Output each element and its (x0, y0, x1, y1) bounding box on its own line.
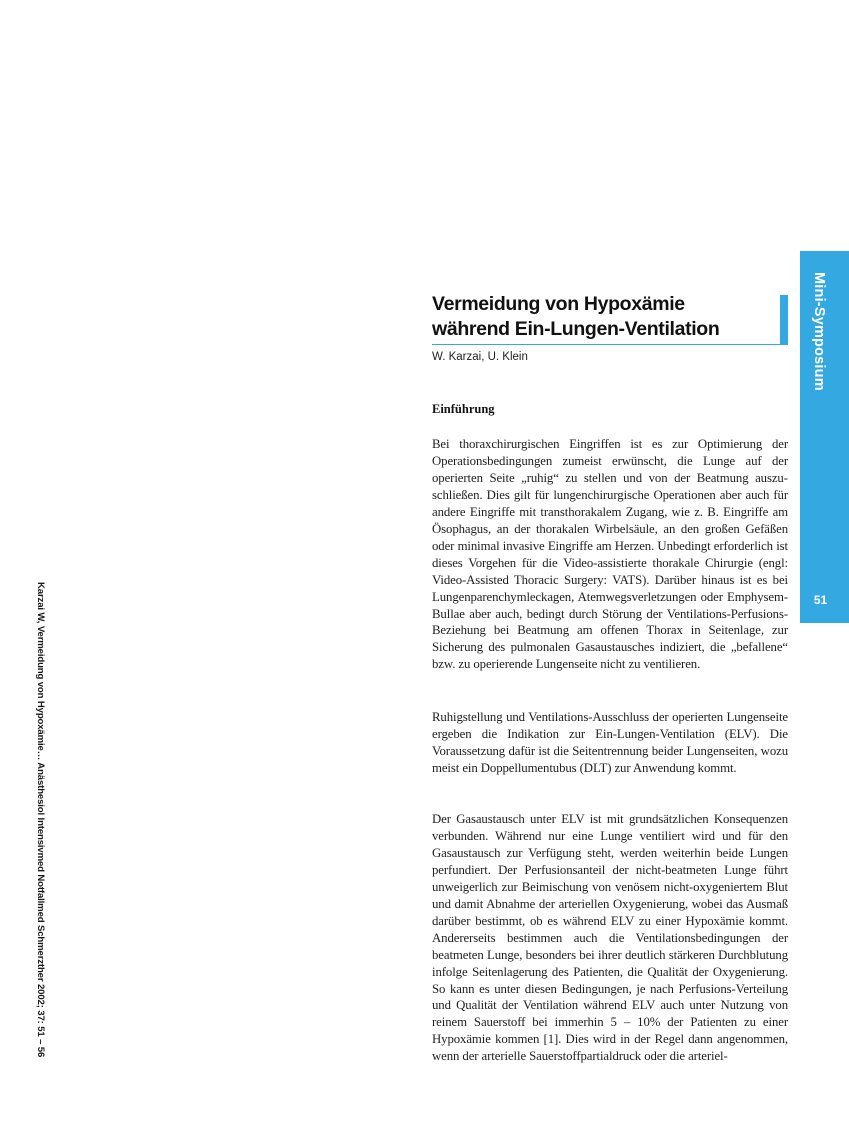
title-line-2: während Ein-Lungen-Ventilation (432, 318, 720, 340)
page-number: 51 (813, 593, 828, 607)
body-paragraph-2: Ruhigstellung und Ventilations-Ausschluss der operierten Lungenseite ergeben die Indikation zur Ein-Lungen-Ventilation (ELV). Die Voraussetzung dafür ist die Seitentrennung beider Lungenseiten, wozu meist ein Doppellumentubus (DLT) zur Anwendung kommt. (432, 710, 788, 775)
article-authors: W. Karzai, U. Klein (432, 351, 528, 363)
citation-line: Karzai W, Vermeidung von Hypoxämie… Anästhesiol Intensivmed Notfallmed Schmerzther 2002; 37: 51 – 56 (35, 582, 46, 1058)
section-label: Mini-Symposium (811, 272, 827, 391)
body-paragraph-1: Bei thoraxchirurgischen Eingriffen ist es zur Optimierung der Operationsbedingungen zumeist erwünscht, die Lunge auf der operierten Seite „ruhig“ zu stellen und von der Beatmung auszuschließen. Dies gilt für lungenchirurgische Operationen aber auch für andere Eingriffe mit transthorakalem Zugang, wie z. B. Eingriffe am Ösophagus, an der thorakalen Wirbelsäule, an den großen Gefäßen oder minimal invasive Eingriffe am Herzen. Unbedingt erforderlich ist dieses Vorgehen für die Video-assistierte thorakale Chirurgie (engl: Video-Assisted Thoracic Surgery: VATS). Darüber hinaus ist es bei Lungenparenchymleckagen, Atemwegsverletzungen oder Emphysem-Bullae aber auch, bedingt durch Störung der Ventilations-Perfusions-Beziehung bei Beatmung am offenen Thorax in Seitenlage, zur Sicherung des pulmonalen Gasaustausches indiziert, die „befallene“ bzw. zu operierende Lungenseite nicht zu ventilieren. (432, 437, 788, 672)
title-divider (432, 344, 788, 345)
body-paragraph-3: Der Gasaustausch unter ELV ist mit grundsätzlichen Konsequenzen verbunden. Während nur eine Lunge ventiliert wird und für den Gasaustausch zur Verfügung steht, werden weiterhin beide Lungen perfundiert. Der Perfusionsanteil der nicht-beatmeten Lunge führt unweigerlich zur Beimischung von venösem nicht-oxygeniertem Blut und damit Abnahme der arteriellen Oxygenierung, wobei das Ausmaß darüber bestimmt, ob es während ELV zu einer Hypoxämie kommt. Andererseits bestimmen auch die Ventilationsbedingungen der beatmeten Lunge, besonders bei ihrer deutlich stärkeren Durchblutung infolge Seitenlagerung des Patienten, die Qualität der Oxygenierung. So kann es unter diesen Bedingungen, je nach Perfusions-Verteilung und Qualität der Ventilation während ELV auch unter Nutzung von reinem Sauerstoff bei immerhin 5 – 10% der Patienten zu einer Hypoxämie kommen [1]. Dies wird in der Regel dann angenommen, wenn der arterielle Sauerstoffpartialdruck oder die arteriel- (432, 812, 788, 1064)
section-heading: Einführung (432, 402, 495, 416)
title-accent-bar (780, 295, 788, 344)
article-title (432, 292, 788, 342)
title-line-1: Vermeidung von Hypoxämie (432, 293, 685, 315)
